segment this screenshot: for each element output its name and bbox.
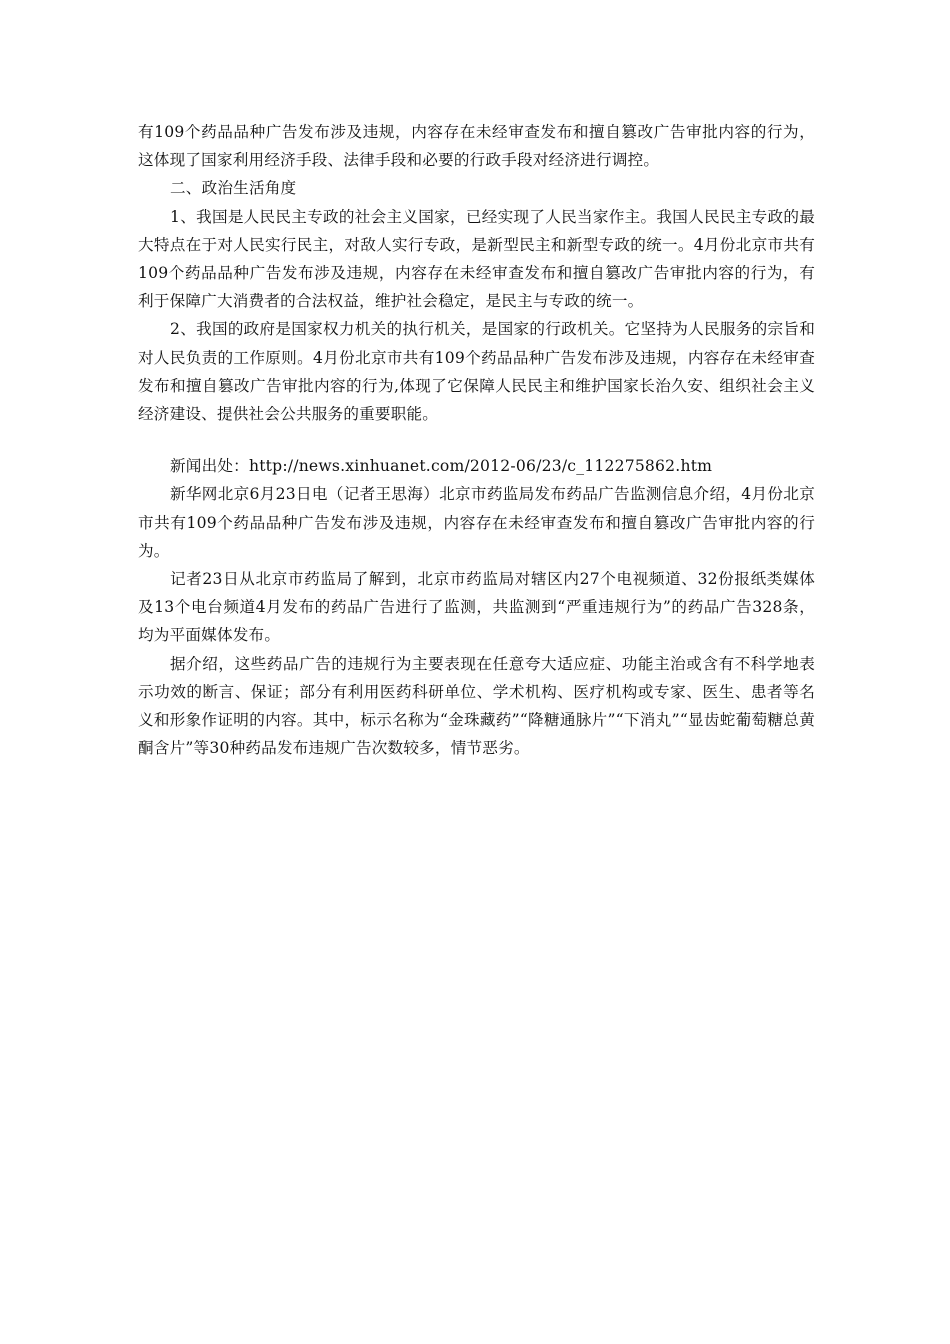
blank-line — [138, 428, 815, 452]
section-heading-political-life: 二、政治生活角度 — [170, 179, 297, 198]
paragraph-news-details: 据介绍，这些药品广告的违规行为主要表现在任意夸大适应症、功能主治或含有不科学地表示功效的断言、保证；部分有利用医药科研单位、学术机构、医疗机构或专家、医生、患者等名义和形象作证明的内容。其中，标示名称为“金珠藏药”“降糖通脉片”“下消丸”“显齿蛇葡萄糖总黄酮含片”等30种药品发布违规广告次数较多，情节恶劣。 — [138, 654, 815, 758]
paragraph-news-lead: 新华网北京6月23日电（记者王思海）北京市药监局发布药品广告监测信息介绍，4月份北京市共有109个药品品种广告发布涉及违规，内容存在未经审查发布和擅自篡改广告审批内容的行为。 — [138, 485, 815, 560]
document-body — [138, 118, 815, 762]
paragraph-news-monitoring: 记者23日从北京市药监局了解到，北京市药监局对辖区内27个电视频道、32份报纸类媒体及13个电台频道4月发布的药品广告进行了监测，共监测到“严重违规行为”的药品广告328条，均为平面媒体发布。 — [138, 570, 815, 645]
news-source-line: 新闻出处：http://news.xinhuanet.com/2012-06/23/c_112275862.htm — [170, 457, 713, 476]
paragraph-economic-conclusion: 有109个药品品种广告发布涉及违规，内容存在未经审查发布和擅自篡改广告审批内容的行为，这体现了国家利用经济手段、法律手段和必要的行政手段对经济进行调控。 — [138, 123, 815, 170]
paragraph-government-role: 2、我国的政府是国家权力机关的执行机关，是国家的行政机关。它坚持为人民服务的宗旨和对人民负责的工作原则。4月份北京市共有109个药品品种广告发布涉及违规，内容存在未经审查发布和擅自篡改广告审批内容的行为,体现了它保障人民民主和维护国家长治久安、组织社会主义经济建设、提供社会公共服务的重要职能。 — [138, 320, 815, 424]
paragraph-democratic-dictatorship: 1、我国是人民民主专政的社会主义国家，已经实现了人民当家作主。我国人民民主专政的最大特点在于对人民实行民主，对敌人实行专政，是新型民主和新型专政的统一。4月份北京市共有109个药品品种广告发布涉及违规，内容存在未经审查发布和擅自篡改广告审批内容的行为，有利于保障广大消费者的合法权益，维护社会稳定，是民主与专政的统一。 — [138, 207, 815, 311]
